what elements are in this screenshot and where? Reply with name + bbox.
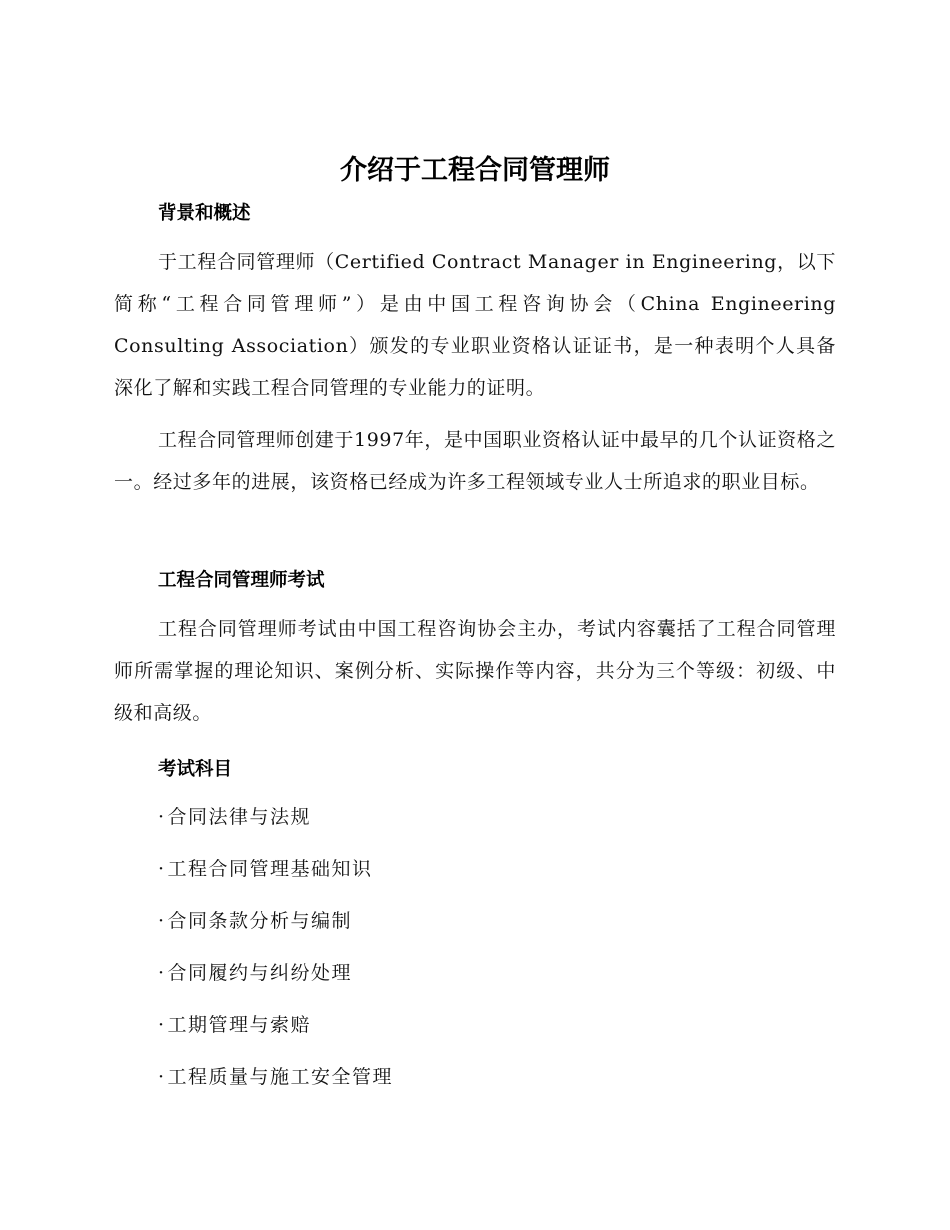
list-item-text: 工程质量与施工安全管理 — [167, 1066, 394, 1088]
list-item — [158, 796, 393, 848]
document-title: 介绍于工程合同管理师 — [340, 155, 610, 186]
list-item — [158, 952, 393, 1004]
bullet-mark: · — [158, 1014, 166, 1036]
list-item — [158, 1056, 393, 1108]
list-item — [158, 1004, 393, 1056]
subjects-list — [158, 796, 393, 1108]
section-heading-subjects: 考试科目 — [158, 759, 233, 780]
list-item-text: 合同法律与法规 — [167, 806, 312, 828]
bullet-mark: · — [158, 806, 166, 828]
list-item — [158, 900, 393, 952]
paragraph-background-intro: 于工程合同管理师（Certified Contract Manager in Engineering，以下简称“工程合同管理师”）是由中国工程咨询协会（China Engineering Consulting Association）颁发的专业职业资格认证证书，是一种表明个人具备深化了解和实践工程合同管理的专业能力的证明。 — [114, 251, 836, 399]
paragraph-background-history: 工程合同管理师创建于1997年，是中国职业资格认证中最早的几个认证资格之一。经过多年的进展，该资格已经成为许多工程领域专业人士所追求的职业目标。 — [114, 429, 836, 493]
list-item-text: 合同条款分析与编制 — [167, 910, 353, 932]
section-heading-exam: 工程合同管理师考试 — [158, 570, 325, 591]
list-item — [158, 848, 393, 900]
list-item-text: 工程合同管理基础知识 — [167, 858, 373, 880]
bullet-mark: · — [158, 962, 166, 984]
bullet-mark: · — [158, 910, 166, 932]
section-heading-background: 背景和概述 — [158, 203, 251, 224]
list-item-text: 合同履约与纠纷处理 — [167, 962, 353, 984]
bullet-mark: · — [158, 858, 166, 880]
paragraph-exam-description: 工程合同管理师考试由中国工程咨询协会主办，考试内容囊括了工程合同管理师所需掌握的理论知识、案例分析、实际操作等内容，共分为三个等级：初级、中级和高级。 — [114, 618, 836, 724]
bullet-mark: · — [158, 1066, 166, 1088]
list-item-text: 工期管理与索赔 — [167, 1014, 312, 1036]
